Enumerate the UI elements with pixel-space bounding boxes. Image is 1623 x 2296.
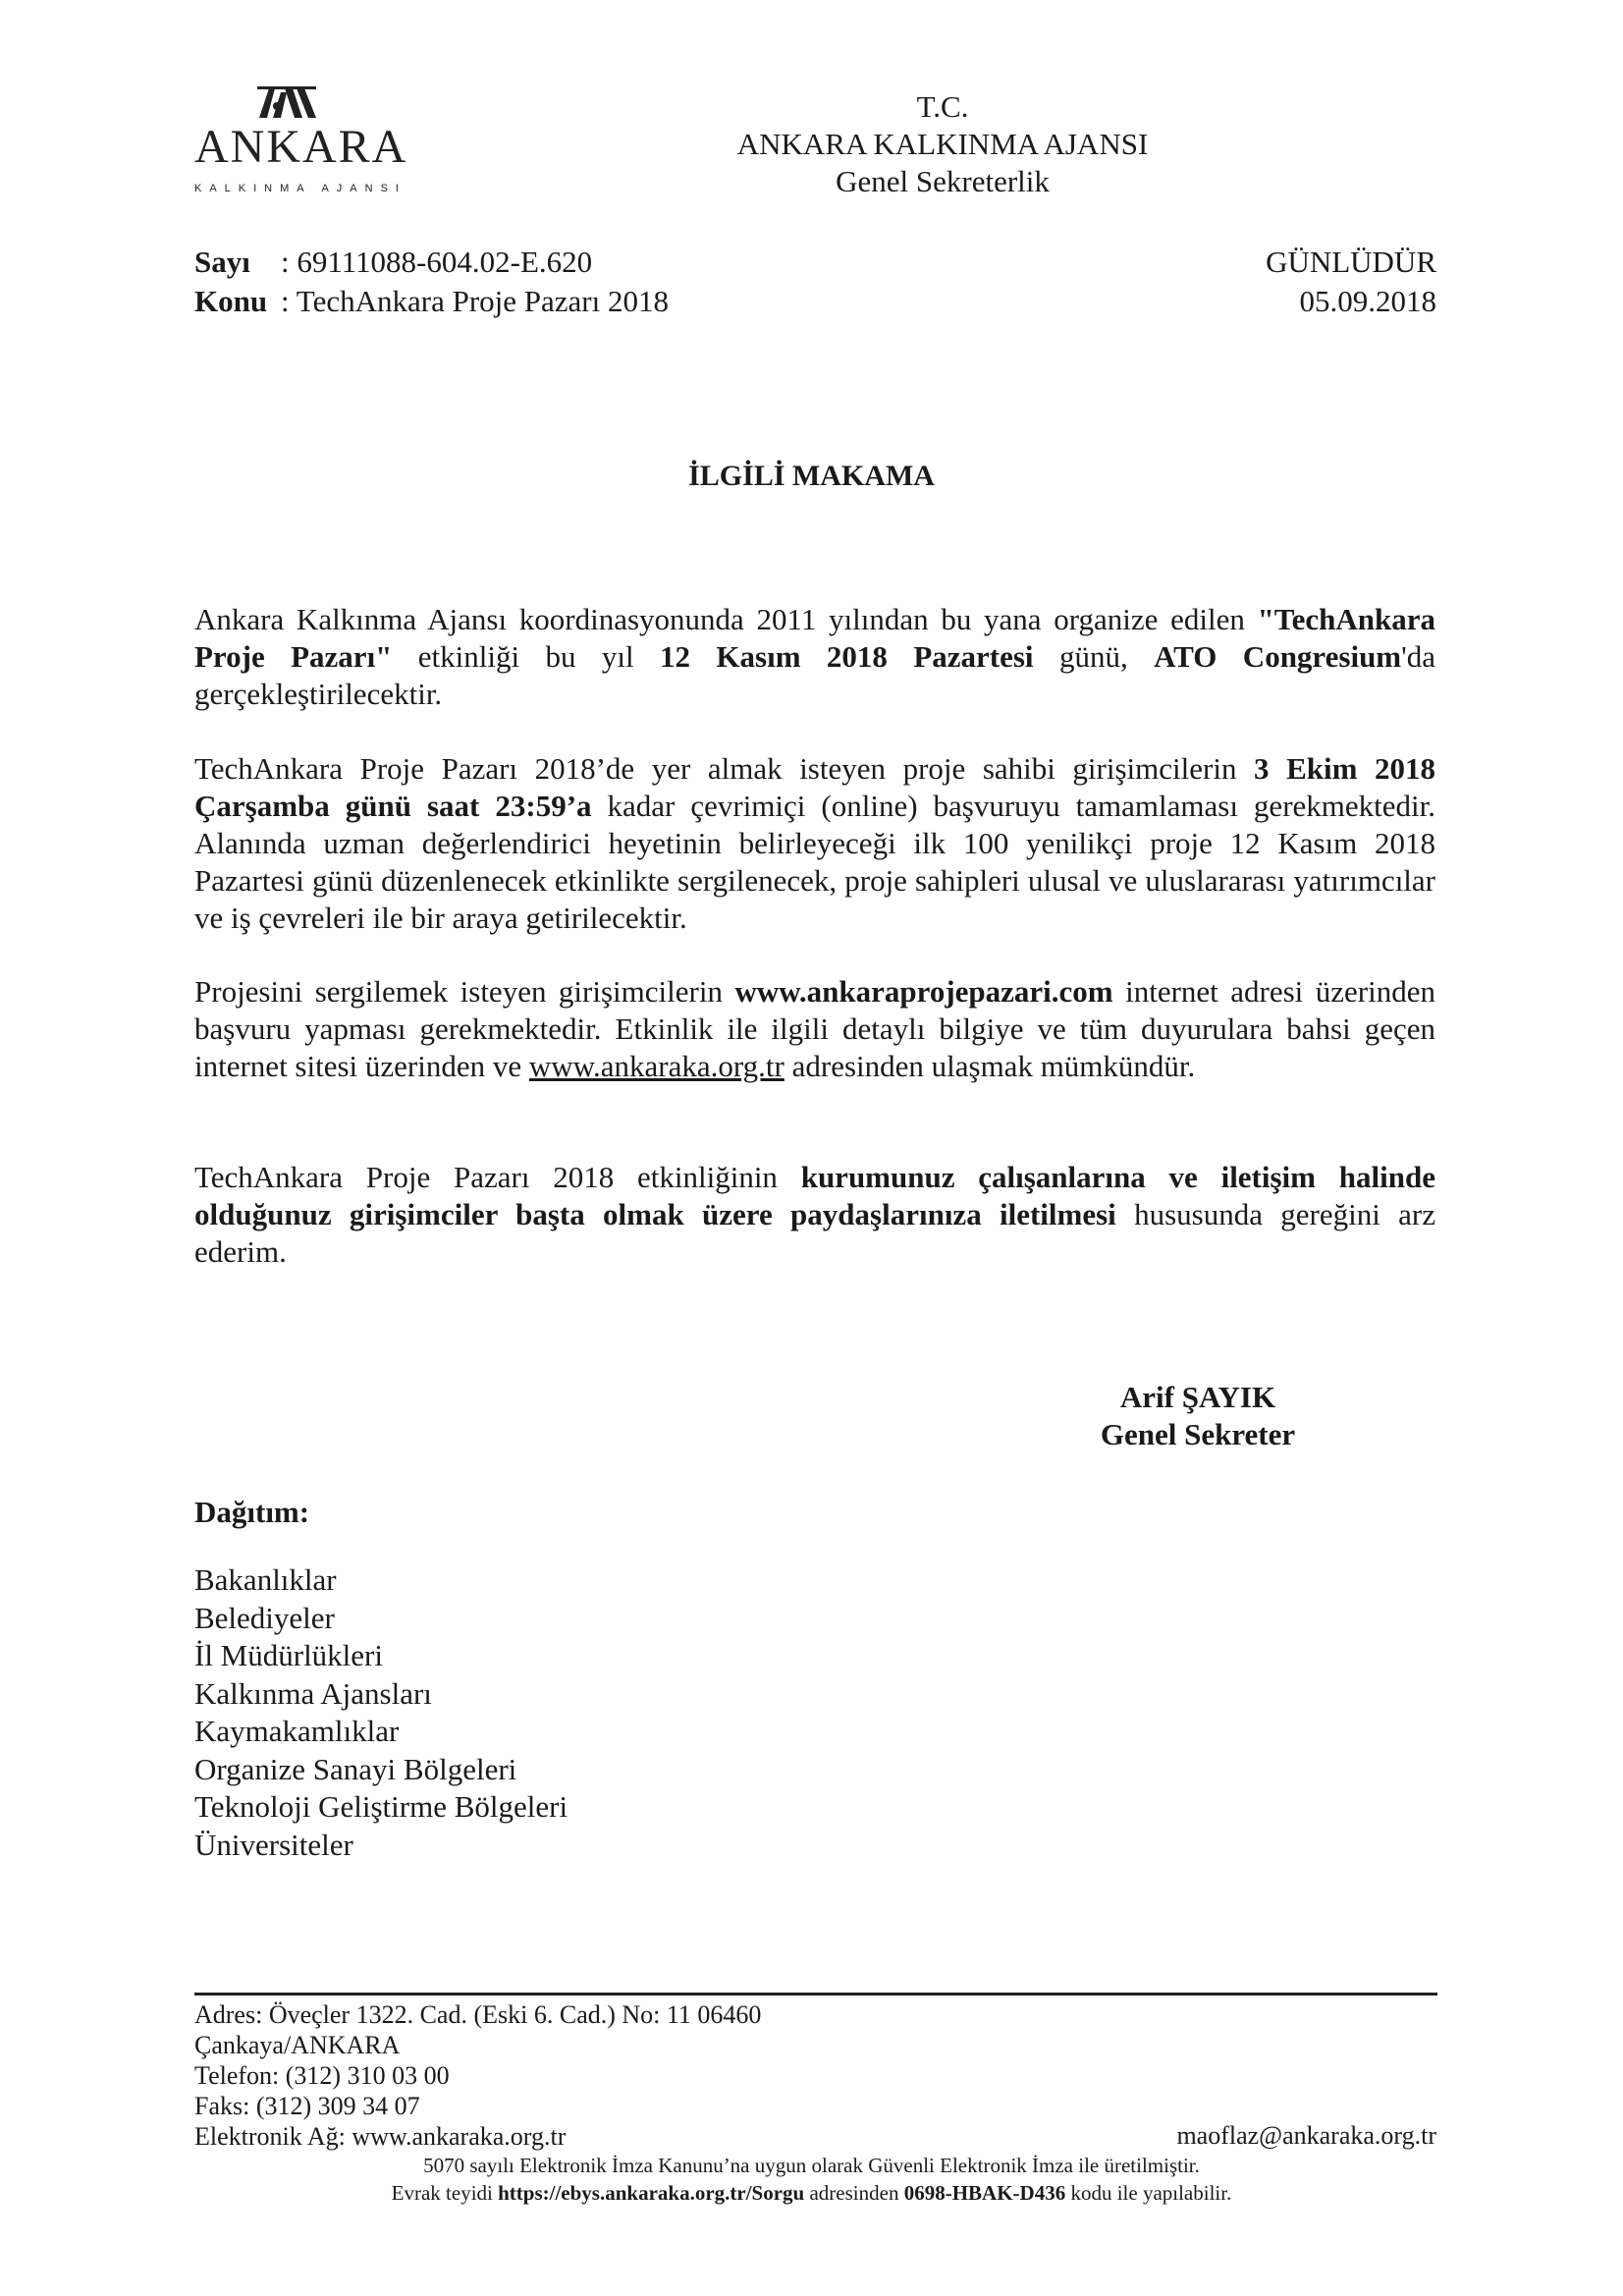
signatory-title: Genel Sekreter <box>1100 1417 1296 1451</box>
list-item: Bakanlıklar <box>194 1562 337 1597</box>
p1-text-g: 'da gerçekleştirilecektir. <box>194 639 1435 711</box>
p3-text-e: adresinden ulaşmak mümkündür. <box>784 1049 1196 1083</box>
paragraph-4 <box>194 1159 1435 1271</box>
project-market-link[interactable]: www.ankaraprojepazari.com <box>734 974 1113 1009</box>
p4-text-c: hususunda gereğini arz ederim. <box>194 1197 1436 1269</box>
list-item: Kalkınma Ajansları <box>194 1675 432 1711</box>
footer-divider <box>194 1993 1437 1995</box>
esign-notice: 5070 sayılı Elektronik İmza Kanunu’na uygun olarak Güvenli Elektronik İmza ile üretilmiştir. <box>423 2154 1200 2177</box>
p2-text-c: kadar çevrimiçi (online) başvuruyu tamamlaması gerekmektedir. Alanında uzman değerlendirici heyetinin belirleyeceği ilk 100 yenilikçi proje 12 Kasım 2018 Pazartesi günü düzenlenecek etkinlikte sergilenecek, proje sahipleri ulusal ve uluslararası yatırımcılar ve iş çevreleri ile bir araya getirilecektir. <box>194 789 1435 935</box>
p1-event-date: 12 Kasım 2018 Pazartesi <box>660 639 1034 674</box>
p2-deadline: 3 Ekim 2018 Çarşamba günü saat 23:59’a <box>194 751 1435 823</box>
footer-fax: Faks: (312) 309 34 07 <box>194 2092 420 2120</box>
list-item: Teknoloji Geliştirme Bölgeleri <box>194 1789 568 1824</box>
sayi-value: : 69111088-604.02-E.620 <box>281 245 593 279</box>
verification-link[interactable]: https://ebys.ankaraka.org.tr/Sorgu <box>498 2181 805 2205</box>
verify-text-c: adresinden <box>804 2181 904 2205</box>
p1-text-e: günü, <box>1033 639 1155 674</box>
document-date: 05.09.2018 <box>1299 284 1436 318</box>
konu-row <box>194 283 669 319</box>
paragraph-2 <box>194 750 1435 937</box>
sayi-row <box>194 244 592 280</box>
p1-event-name: "TechAnkara Proje Pazarı" <box>194 602 1435 674</box>
p2-text-a: TechAnkara Proje Pazarı 2018’de yer almak isteyen proje sahibi girişimcilerin <box>194 751 1255 786</box>
verify-text-e: kodu ile yapılabilir. <box>1065 2181 1232 2205</box>
footer-web[interactable]: Elektronik Ağ: www.ankaraka.org.tr <box>194 2122 567 2151</box>
verification-code: 0698-HBAK-D436 <box>903 2181 1066 2205</box>
signatory-name: Arif ŞAYIK <box>1119 1380 1276 1414</box>
header-tc: T.C. <box>916 89 969 124</box>
list-item: Kaymakamlıklar <box>194 1714 400 1748</box>
list-item: Organize Sanayi Bölgeleri <box>194 1751 517 1786</box>
footer-address-2: Çankaya/ANKARA <box>194 2031 401 2059</box>
konu-value: : TechAnkara Proje Pazarı 2018 <box>281 284 669 318</box>
list-item: İl Müdürlükleri <box>194 1638 383 1672</box>
p4-request: kurumunuz çalışanlarına ve iletişim halinde olduğunuz girişimciler başta olmak üzere paydaşlarınıza iletilmesi <box>194 1160 1435 1231</box>
header-agency: ANKARA KALKINMA AJANSI <box>736 127 1149 161</box>
header-unit: Genel Sekreterlik <box>836 164 1050 198</box>
urgency-label: GÜNLÜDÜR <box>1266 245 1436 279</box>
footer-contact <box>194 1999 761 2152</box>
agency-website-link[interactable]: www.ankaraka.org.tr <box>528 1049 784 1083</box>
p1-text-a: Ankara Kalkınma Ajansı koordinasyonunda 2011 yılından bu yana organize edilen <box>194 602 1258 636</box>
sayi-label: Sayı <box>194 245 250 279</box>
konu-label: Konu <box>194 284 268 318</box>
distribution-title: Dağıtım: <box>194 1495 310 1529</box>
p1-text-c: etkinliği bu yıl <box>392 639 661 674</box>
p4-text-a: TechAnkara Proje Pazarı 2018 etkinliğinin <box>194 1160 801 1194</box>
footer-phone: Telefon: (312) 310 03 00 <box>194 2061 450 2090</box>
paragraph-1 <box>194 601 1435 713</box>
logo-name: ANKARA <box>194 121 408 173</box>
verification-notice <box>0 2180 1623 2206</box>
logo-subtitle: KALKINMA AJANSI <box>194 183 406 194</box>
footer-email[interactable]: maoflaz@ankaraka.org.tr <box>1176 2121 1436 2150</box>
distribution-list <box>194 1561 568 1864</box>
p3-text-c: internet adresi üzerinden başvuru yapması gerekmektedir. Etkinlik ile ilgili detaylı bilgiye ve tüm duyurulara bahsi geçen internet sitesi üzerinden ve <box>194 974 1435 1083</box>
list-item: Üniversiteler <box>194 1827 353 1862</box>
page-title: İLGİLİ MAKAMA <box>688 460 935 492</box>
paragraph-3 <box>194 973 1435 1085</box>
ankara-logo-icon <box>255 84 318 120</box>
list-item: Belediyeler <box>194 1600 335 1635</box>
footer-address-1: Adres: Öveçler 1322. Cad. (Eski 6. Cad.) No: 11 06460 <box>194 2000 762 2029</box>
verify-text-a: Evrak teyidi <box>391 2181 499 2205</box>
p1-venue: ATO Congresium <box>1154 639 1402 674</box>
p3-text-a: Projesini sergilemek isteyen girişimcilerin <box>194 974 735 1009</box>
